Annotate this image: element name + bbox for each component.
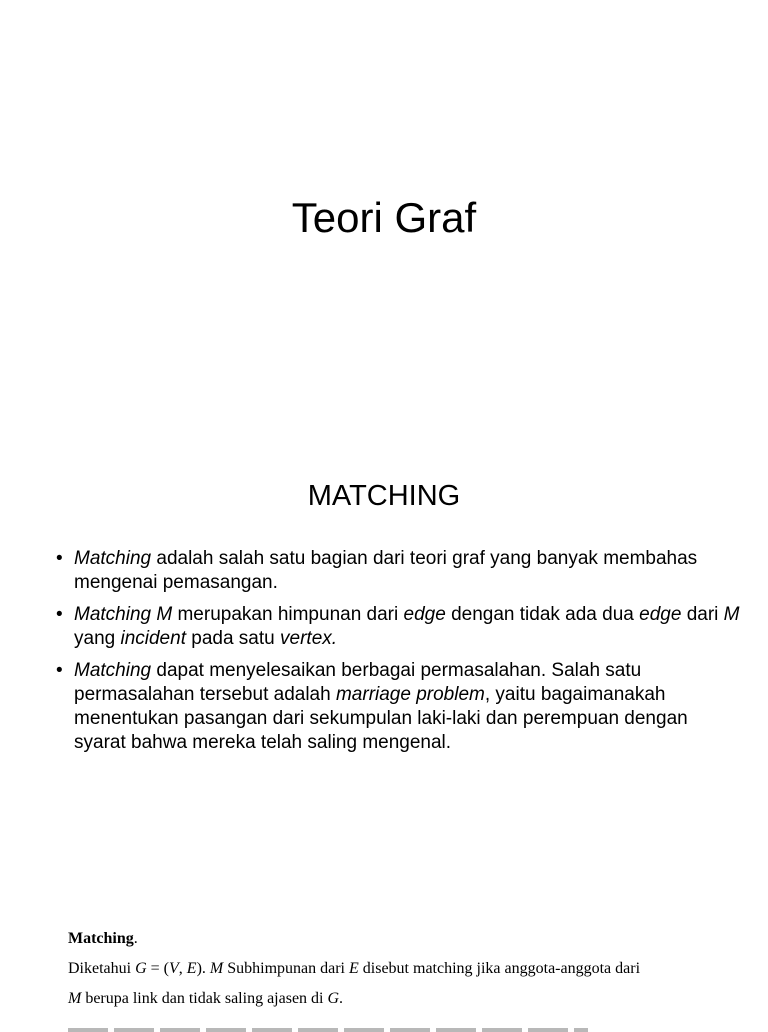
bullet-text: adalah salah satu bagian dari teori graf yang banyak membahas mengenai pemasangan. [74,548,698,593]
definition-line-2: M berupa link dan tidak saling ajasen di G. [68,990,344,1007]
slide-title-heading: Teori Graf [291,194,477,242]
bullet-item [54,659,744,755]
cropped-line [68,1014,758,1032]
bullet-text: dari [681,604,724,625]
bullet-text: vertex. [280,628,338,649]
bullet-text: incident [120,628,186,649]
bullet-dot-icon: • [56,660,63,681]
definition-heading: Matching. [68,930,138,947]
bullet-item [54,547,744,595]
bullet-text: Matching M [74,604,173,625]
definition-heading-text: Matching [68,930,134,947]
slide-matching [0,432,768,864]
bullet-text: marriage problem [335,684,485,705]
slide-title [0,0,768,432]
bullet-text: dengan tidak ada dua [445,604,640,625]
bullet-item [54,603,744,651]
bullet-text: , yaitu bagaimanakah menentukan pasangan dari sekumpulan laki-laki dan perempuan dengan syarat bahwa mereka telah saling mengenal. [74,684,688,753]
bullet-text: edge [639,604,682,625]
bullet-dot-icon: • [56,604,63,625]
bullet-text: Matching [74,660,152,681]
section-title: MATCHING [307,480,461,512]
bullet-text: yang [74,628,121,649]
document-fragment [68,924,758,1032]
definition-line-1: Diketahui G = (V, E). M Subhimpunan dari E disebut matching jika anggota-anggota dari [68,960,641,977]
bullet-text: pada satu [185,628,281,649]
bullet-text: dapat menyelesaikan berbagai permasalahan. Salah satu permasalahan tersebut adalah [74,660,642,705]
bullet-text: merupakan himpunan dari [172,604,404,625]
bullet-text: Matching [74,548,152,569]
bullet-list [54,547,744,763]
bullet-text: edge [403,604,446,625]
bullet-dot-icon: • [56,548,63,569]
bullet-text: M [723,604,740,625]
